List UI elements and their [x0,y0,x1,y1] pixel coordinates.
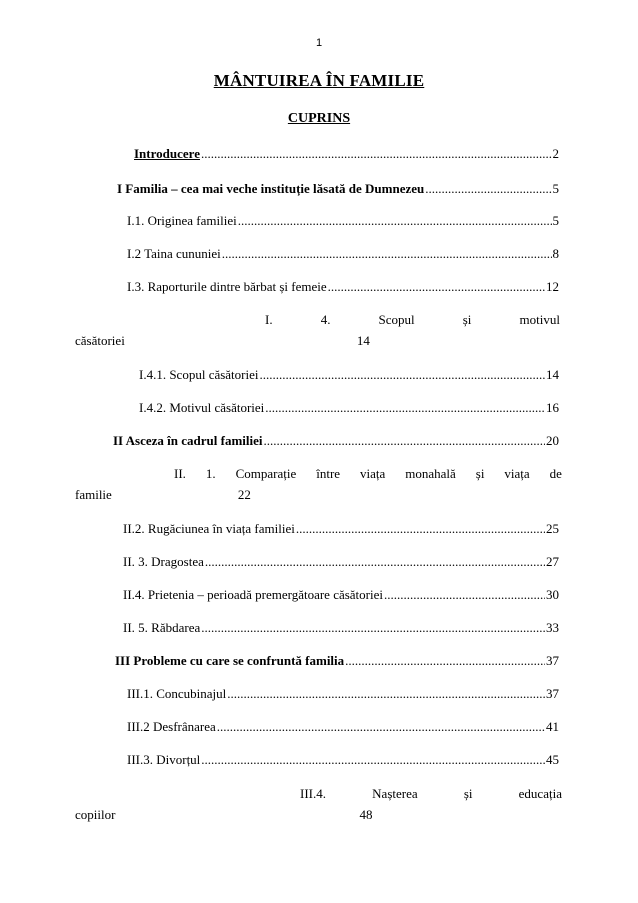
toc-entry-label: II.4. Prietenia – perioadă premergătoare căsătoriei [123,587,383,602]
toc-entry-page: 14 [546,367,559,382]
toc-entry-2-2[interactable] [123,521,559,537]
toc-entry-word: și [463,786,473,801]
toc-entry-word: Scopul [378,312,415,327]
toc-leader [296,521,545,537]
toc-entry-3-1[interactable] [127,686,559,702]
toc-entry-2-1-line1[interactable] [174,466,562,482]
toc-entry-label: II. 3. Dragostea [123,554,204,569]
toc-leader [260,367,546,383]
toc-entry-1-4-line1[interactable] [265,312,560,328]
toc-entry-chapter-3[interactable] [115,653,559,669]
toc-entry-page: 27 [546,554,559,569]
toc-entry-word: Comparație [235,466,297,481]
toc-entry-label: Introducere [134,146,200,161]
toc-leader [345,653,545,669]
toc-entry-chapter-2[interactable] [113,433,559,449]
toc-entry-word: III.4. [300,786,326,801]
toc-entry-page: 2 [552,146,559,161]
toc-entry-word: viața [504,466,530,481]
toc-entry-introducere[interactable] [134,146,559,162]
toc-entry-1-1[interactable] [127,213,559,229]
toc-leader [227,686,545,702]
toc-entry-word: I. [265,312,273,327]
toc-entry-2-4[interactable] [123,587,559,603]
toc-entry-3-3[interactable] [127,752,559,768]
toc-entry-1-3[interactable] [127,279,559,295]
toc-entry-word: între [316,466,341,481]
toc-heading: CUPRINS [287,111,351,126]
toc-entry-label: III.1. Concubinajul [127,686,227,701]
toc-entry-chapter-1[interactable] [117,181,559,197]
toc-leader [238,213,552,229]
toc-entry-label: I.1. Originea familiei [127,213,237,228]
toc-entry-label: III.3. Divorțul [127,752,201,767]
toc-entry-label: căsătoriei [75,333,125,348]
toc-entry-page: 25 [546,521,559,536]
toc-leader [217,719,545,735]
toc-entry-word: și [462,312,472,327]
toc-entry-page: 45 [546,752,559,767]
toc-entry-label: familie [75,487,112,502]
toc-leader [201,620,545,636]
toc-leader [265,400,545,416]
toc-entry-word: educația [518,786,562,801]
toc-entry-word: și [475,466,485,481]
toc-entry-word: de [549,466,562,481]
toc-entry-page: 16 [546,400,559,415]
toc-entry-label: copiilor [75,807,116,822]
toc-entry-label: II.2. Rugăciunea în viața familiei [123,521,295,536]
page-number: 1 [315,37,323,49]
toc-entry-page: 37 [546,653,559,668]
document-title: MÂNTUIREA ÎN FAMILIE [213,71,425,90]
toc-entry-page: 8 [552,246,559,261]
toc-entry-word: motivul [519,312,560,327]
toc-entry-2-1-line2[interactable] [75,487,275,503]
toc-entry-label: I.4.2. Motivul căsătoriei [139,400,265,415]
toc-entry-3-4-line2[interactable] [75,807,375,823]
toc-entry-label: II Asceza în cadrul familiei [113,433,263,448]
toc-leader [264,433,546,449]
toc-entry-page: 33 [546,620,559,635]
toc-entry-label: I.2 Taina cununiei [127,246,221,261]
toc-entry-2-5[interactable] [123,620,559,636]
toc-entry-word: II. [174,466,186,481]
toc-entry-label: I.3. Raporturile dintre bărbat și femeie [127,279,327,294]
toc-entry-page: 5 [552,213,559,228]
toc-entry-1-2[interactable] [127,246,559,262]
toc-entry-page: 5 [552,181,559,196]
toc-leader [201,752,545,768]
toc-entry-word: viața [360,466,386,481]
toc-entry-page: 30 [546,587,559,602]
toc-entry-page: 12 [546,279,559,294]
toc-entry-label: I.4.1. Scopul căsătoriei [139,367,259,382]
toc-entry-page: 20 [546,433,559,448]
toc-entry-page: 14 [356,333,370,348]
toc-leader [205,554,545,570]
toc-entry-word: Nașterea [372,786,418,801]
toc-entry-3-2[interactable] [127,719,559,735]
toc-entry-page: 48 [359,807,373,822]
toc-entry-page: 22 [237,487,251,502]
toc-entry-page: 37 [546,686,559,701]
toc-entry-3-4-line1[interactable] [300,786,562,802]
toc-entry-page: 41 [546,719,559,734]
toc-leader [425,181,551,197]
toc-entry-label: III Probleme cu care se confruntă familia [115,653,345,668]
toc-entry-label: I Familia – cea mai veche instituție lăsată de Dumnezeu [117,181,425,196]
toc-leader [201,146,552,162]
toc-entry-word: 4. [320,312,331,327]
toc-entry-1-4-1[interactable] [139,367,559,383]
toc-entry-1-4-line2[interactable] [75,333,395,349]
toc-entry-2-3[interactable] [123,554,559,570]
toc-entry-label: III.2 Desfrânarea [127,719,216,734]
toc-leader [384,587,545,603]
toc-leader [328,279,545,295]
toc-entry-word: 1. [205,466,216,481]
toc-leader [222,246,552,262]
toc-entry-1-4-2[interactable] [139,400,559,416]
toc-entry-label: II. 5. Răbdarea [123,620,201,635]
toc-entry-word: monahală [405,466,456,481]
